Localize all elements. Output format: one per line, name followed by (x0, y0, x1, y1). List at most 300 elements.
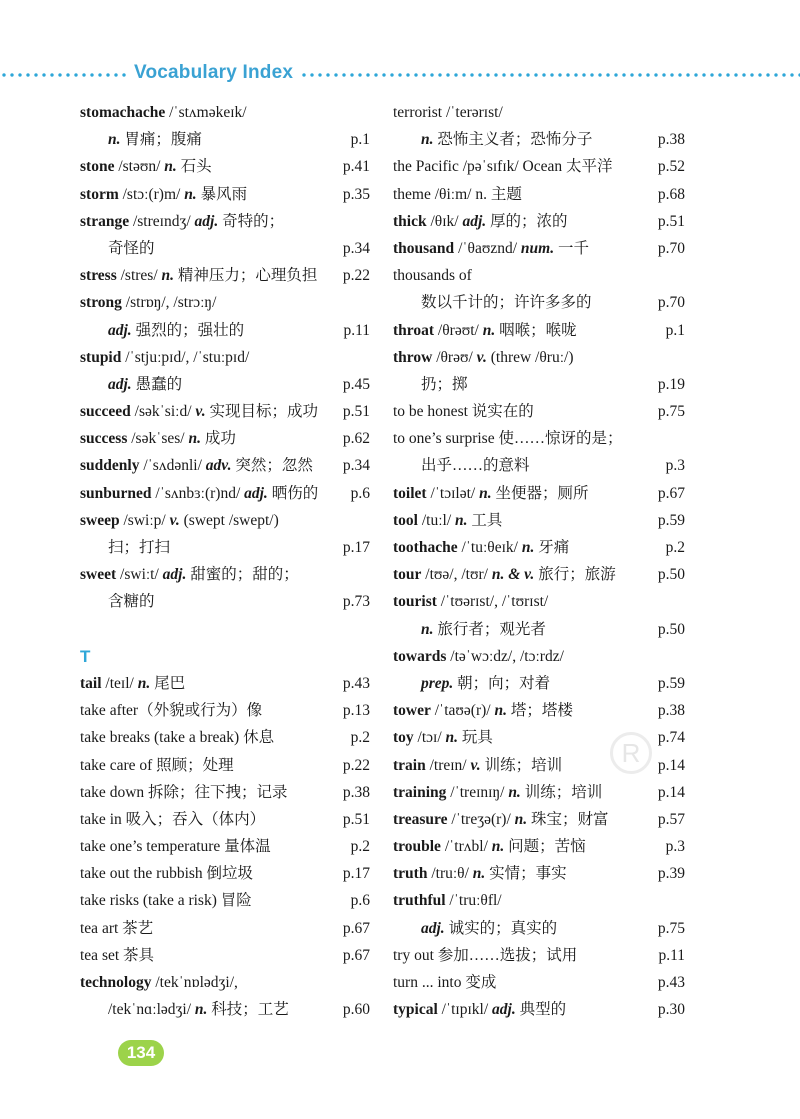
index-entry (393, 425, 685, 452)
part-of-speech: n. (494, 702, 507, 720)
entry-text (108, 588, 155, 615)
headword: toothache (393, 539, 458, 556)
page-reference: p.67 (342, 919, 370, 937)
index-entry (80, 99, 370, 126)
index-entry (80, 344, 370, 371)
gloss: 扫；打扫 (108, 539, 171, 556)
pronunciation: /teɪl/ (101, 674, 138, 692)
entry-text (80, 507, 279, 534)
entry-text (80, 942, 154, 969)
part-of-speech: n. (491, 838, 505, 856)
entry-text (80, 860, 253, 887)
entry-text (393, 235, 589, 262)
gloss: take care of 照顾；处理 (80, 756, 234, 774)
gloss: 一千 (554, 239, 589, 257)
part-of-speech: num. (520, 239, 555, 257)
page-reference: p.1 (665, 321, 685, 339)
gloss: take breaks (take a break) 休息 (80, 729, 275, 747)
entry-text (80, 833, 271, 860)
pronunciation: /θɪk/ (426, 212, 463, 230)
part-of-speech: n. (455, 511, 468, 529)
pronunciation: /ˈsʌdənli/ (139, 457, 206, 475)
gloss: 旅行者；观光者 (433, 620, 546, 638)
pronunciation: /swiːt/ (116, 566, 163, 584)
part-of-speech: n. (482, 321, 496, 339)
index-entry (393, 833, 685, 860)
index-entry (393, 99, 685, 126)
header-dotted-rule-left (0, 73, 128, 77)
gloss: 出乎……的意料 (421, 457, 530, 475)
part-of-speech: prep. (421, 674, 454, 692)
page-reference: p.13 (342, 702, 370, 720)
entry-text (80, 99, 247, 126)
page-reference: p.38 (657, 131, 685, 149)
page-reference: p.74 (657, 729, 685, 747)
page-reference: p.17 (342, 539, 370, 556)
gloss: tea set 茶具 (80, 946, 155, 964)
gloss: 强烈的；强壮的 (131, 321, 245, 339)
entry-text (80, 425, 236, 452)
headword: truthful (393, 892, 446, 910)
index-entry (393, 344, 685, 371)
index-entry (80, 942, 370, 969)
index-entry (80, 534, 370, 561)
index-entry (80, 289, 370, 316)
entry-text (393, 344, 573, 371)
headword: sweet (80, 566, 117, 584)
index-entry (80, 969, 370, 996)
entry-text (393, 860, 567, 887)
gloss: 数以千计的；许许多多的 (421, 294, 592, 312)
part-of-speech: n. (421, 131, 434, 149)
entry-text (393, 779, 602, 806)
headword: stomachache (80, 104, 166, 121)
part-of-speech: n. (479, 484, 492, 502)
registered-mark-watermark: R (610, 732, 652, 774)
gloss: 科技；工艺 (207, 1001, 289, 1019)
headword: toy (393, 729, 414, 747)
pronunciation: /ˈstʌməkeɪk/ (165, 104, 247, 121)
index-entry (393, 153, 685, 180)
headword: sunburned (80, 484, 152, 502)
gloss: take down 拆除；往下拽；记录 (80, 783, 288, 801)
entry-text (80, 752, 234, 779)
index-entry (80, 507, 370, 534)
gloss: take out the rubbish 倒垃圾 (80, 865, 254, 883)
page-reference: p.59 (657, 674, 685, 692)
part-of-speech: n. (514, 810, 528, 828)
gloss: 愚蠢的 (131, 375, 183, 393)
entry-text (108, 317, 244, 344)
gloss: 成功 (201, 430, 236, 448)
index-entry (80, 724, 370, 751)
gloss: 朝；向；对着 (453, 674, 551, 692)
pronunciation: /strɒŋ/, /strɔːŋ/ (121, 294, 217, 312)
pronunciation: /truːθ/ (427, 865, 473, 883)
pronunciation: /ˈtɪpɪkl/ (437, 1001, 493, 1019)
headword: treasure (393, 810, 448, 828)
page-reference: p.11 (658, 946, 685, 964)
headword: tower (393, 702, 431, 720)
page-reference: p.52 (657, 158, 685, 176)
pronunciation: /səkˈsiːd/ (130, 403, 196, 421)
headword: truth (393, 865, 428, 883)
entry-text (80, 724, 274, 751)
index-entry (393, 697, 685, 724)
index-entry (80, 670, 370, 697)
section-letter-label: T (80, 646, 91, 666)
gloss: 实情；事实 (485, 865, 567, 883)
part-of-speech: adv. (205, 457, 232, 475)
gloss: 诚实的；真实的 (444, 919, 558, 937)
pronunciation: /θrəʊt/ (434, 321, 483, 339)
gloss: terrorist /ˈterərɪst/ (393, 104, 503, 121)
headword: stress (80, 267, 117, 285)
part-of-speech: adj. (244, 484, 268, 502)
pronunciation: /tɔɪ/ (413, 729, 446, 747)
gloss: take in 吸入；吞入（体内） (80, 810, 266, 828)
page-reference: p.75 (657, 403, 685, 421)
index-entry (393, 371, 685, 398)
index-entry (80, 235, 370, 262)
entry-text (80, 262, 317, 289)
page-reference: p.57 (657, 810, 685, 828)
entry-text (393, 643, 564, 670)
entry-text (393, 480, 588, 507)
entry-text (80, 806, 265, 833)
page-reference: p.68 (657, 185, 685, 203)
index-entry (393, 969, 685, 996)
pronunciation: /ˈθaʊznd/ (454, 239, 521, 257)
gloss: turn ... into 变成 (393, 974, 497, 991)
page-reference: p.3 (665, 838, 685, 856)
headword: strong (80, 294, 122, 312)
headword: success (80, 430, 128, 448)
headword: tool (393, 511, 418, 529)
gloss: 扔；掷 (421, 375, 468, 393)
index-entry (393, 398, 685, 425)
gloss: 精神压力；心理负担 (174, 267, 318, 285)
pronunciation: /treɪn/ (425, 756, 471, 774)
part-of-speech: n. (472, 865, 486, 883)
headword: technology (80, 974, 152, 991)
headword: throat (393, 321, 435, 339)
entry-text (80, 452, 313, 479)
part-of-speech: adj. (462, 212, 487, 230)
gloss: (swept /swept/) (179, 511, 279, 529)
gloss: take after（外貌或行为）像 (80, 702, 263, 720)
gloss: (threw /θruː/) (486, 348, 574, 366)
gloss: to be honest 说实在的 (393, 403, 534, 421)
headword: tour (393, 566, 422, 584)
index-entry (393, 942, 685, 969)
index-entry (80, 779, 370, 806)
page-reference: p.67 (342, 946, 370, 964)
pronunciation: /tekˈnɑːlədʒi/ (108, 1001, 195, 1019)
entry-text (421, 289, 592, 316)
pronunciation: /tuːl/ (417, 511, 456, 529)
gloss: 实现目标；成功 (205, 403, 318, 421)
page-reference: p.75 (657, 919, 685, 937)
page-reference: p.70 (657, 239, 685, 257)
part-of-speech: n. (137, 674, 151, 692)
index-entry (393, 806, 685, 833)
entry-text (393, 942, 577, 969)
part-of-speech: n. (188, 430, 201, 448)
page-reference: p.67 (657, 484, 685, 502)
gloss: 训练；培训 (480, 756, 563, 774)
entry-text (393, 833, 586, 860)
index-entry (393, 779, 685, 806)
page-reference: p.2 (665, 539, 685, 556)
entry-text (80, 969, 238, 996)
gloss: 问题；苦恼 (504, 838, 586, 856)
page-reference: p.43 (657, 974, 685, 991)
index-entry (80, 752, 370, 779)
index-entry (80, 915, 370, 942)
entry-text (393, 153, 613, 180)
part-of-speech: n. (508, 783, 521, 801)
entry-text (421, 915, 557, 942)
index-entry (80, 833, 370, 860)
entry-text (393, 752, 562, 779)
page-reference: p.30 (657, 1001, 685, 1019)
pronunciation: /stɔː(r)m/ (118, 185, 185, 203)
page-reference: p.34 (342, 457, 370, 475)
gloss: 石头 (176, 158, 212, 176)
part-of-speech: adj. (194, 212, 219, 230)
entry-text (393, 996, 566, 1023)
headword: train (393, 756, 426, 774)
page-reference: p.51 (342, 403, 370, 421)
entry-text (393, 425, 622, 452)
page-reference: p.39 (657, 865, 685, 883)
entry-text (108, 534, 170, 561)
gloss: 暴风雨 (196, 185, 248, 203)
headword: towards (393, 647, 447, 665)
part-of-speech: v. (476, 348, 487, 366)
entry-text (393, 208, 568, 235)
index-entry (80, 126, 370, 153)
entry-text (393, 317, 577, 344)
pronunciation: /ˈtreɪnɪŋ/ (446, 783, 509, 801)
index-entry (393, 452, 685, 479)
gloss: thousands of (393, 267, 472, 285)
page-number-badge: 134 (118, 1040, 164, 1066)
pronunciation: /ˈtɔɪlət/ (426, 484, 480, 502)
part-of-speech: n. (194, 1001, 208, 1019)
entry-text (80, 208, 284, 235)
gloss: 珠宝；财富 (527, 810, 609, 828)
pronunciation: /ˈstjuːpɪd/, /ˈstuːpɪd/ (121, 348, 250, 366)
index-entry (80, 398, 370, 425)
pronunciation: /təˈwɔːdz/, /tɔːrdz/ (446, 647, 564, 665)
index-entry (393, 915, 685, 942)
page-reference: p.6 (350, 892, 370, 910)
entry-text (421, 452, 530, 479)
gloss: 甜蜜的；甜的； (186, 566, 299, 584)
gloss: 旅行；旅游 (534, 566, 616, 584)
index-entry (393, 996, 685, 1023)
entry-text (80, 643, 90, 671)
part-of-speech: n. (421, 620, 434, 638)
page-reference: p.51 (342, 810, 370, 828)
gloss: 塔；塔楼 (506, 702, 573, 720)
gloss: 工具 (467, 511, 503, 529)
entry-text (393, 507, 502, 534)
page-reference: p.38 (657, 702, 685, 720)
headword: trouble (393, 838, 441, 856)
gloss: 训练；培训 (520, 783, 603, 801)
page-header (0, 62, 800, 88)
pronunciation: /ˈtʊərɪst/, /ˈtʊrɪst/ (436, 593, 549, 611)
pronunciation: /səkˈses/ (127, 430, 189, 448)
page-reference: p.45 (342, 375, 370, 393)
page-reference: p.3 (665, 457, 685, 475)
pronunciation: /stəʊn/ (114, 158, 165, 176)
index-entry (393, 289, 685, 316)
page-reference: p.22 (342, 756, 370, 774)
gloss: 厚的；浓的 (486, 212, 568, 230)
index-entry (393, 670, 685, 697)
gloss: 尾巴 (150, 674, 186, 692)
headword: thick (393, 212, 427, 230)
entry-text (393, 561, 616, 588)
headword: strange (80, 212, 130, 230)
page-reference: p.50 (657, 620, 685, 638)
headword: suddenly (80, 457, 140, 475)
index-entry (393, 126, 685, 153)
index-entry (80, 262, 370, 289)
headword: toilet (393, 484, 427, 502)
header-dotted-rule-right (300, 73, 800, 77)
page-reference: p.38 (342, 783, 370, 801)
entry-text (80, 398, 318, 425)
gloss: 奇特的； (218, 212, 285, 230)
pronunciation: /ˈsʌnbɜː(r)nd/ (151, 484, 245, 502)
index-entry (80, 588, 370, 615)
gloss: 咽喉；喉咙 (495, 321, 577, 339)
index-entry (80, 371, 370, 398)
headword: sweep (80, 511, 120, 529)
index-entry (393, 480, 685, 507)
headword: storm (80, 185, 119, 203)
page-reference: p.6 (350, 484, 370, 502)
part-of-speech: n. (184, 185, 197, 203)
page-reference: p.14 (657, 783, 685, 801)
page-reference: p.50 (657, 566, 685, 584)
index-entry (393, 262, 685, 289)
part-of-speech: n. (164, 158, 177, 176)
pronunciation: /swiːp/ (119, 511, 170, 529)
gloss: 牙痛 (534, 539, 570, 556)
index-entry (393, 208, 685, 235)
entry-text (421, 126, 592, 153)
entry-text (80, 697, 262, 724)
index-entry (80, 208, 370, 235)
index-entry (393, 181, 685, 208)
page-reference: p.60 (342, 1001, 370, 1019)
entry-text (108, 126, 202, 153)
page-reference: p.35 (342, 185, 370, 203)
entry-text (393, 181, 522, 208)
entry-text (80, 779, 288, 806)
entry-text (421, 670, 550, 697)
headword: throw (393, 348, 433, 366)
part-of-speech: n. (108, 131, 121, 149)
entry-text (108, 235, 155, 262)
gloss: theme /θiːm/ n. 主题 (393, 185, 522, 203)
index-entry (80, 806, 370, 833)
pronunciation: /θrəʊ/ (432, 348, 477, 366)
index-entry (80, 153, 370, 180)
part-of-speech: v. (169, 511, 180, 529)
index-entry (80, 887, 370, 914)
right-column (393, 99, 685, 1023)
part-of-speech: adj. (108, 375, 132, 393)
index-entry (393, 561, 685, 588)
headword: tail (80, 674, 102, 692)
entry-text (393, 99, 503, 126)
gloss: try out 参加……选拔；试用 (393, 946, 578, 964)
page-reference: p.17 (342, 865, 370, 883)
entry-text (108, 996, 289, 1023)
gloss: 奇怪的 (108, 239, 155, 257)
entry-text (421, 371, 468, 398)
section-letter (80, 643, 370, 670)
gloss: 晒伤的 (267, 484, 319, 502)
pronunciation: /ˈtaʊə(r)/ (430, 702, 495, 720)
entry-text (80, 561, 299, 588)
index-entry (80, 480, 370, 507)
page-reference: p.11 (343, 321, 370, 339)
entry-text (80, 153, 212, 180)
gloss: take one’s temperature 量体温 (80, 838, 271, 856)
entry-text (393, 724, 493, 751)
page-reference: p.70 (657, 294, 685, 312)
part-of-speech: n. (161, 267, 175, 285)
entry-text (80, 181, 247, 208)
pronunciation: /ˈtreʒə(r)/ (447, 810, 515, 828)
index-entry (80, 561, 370, 588)
pronunciation: /streɪndʒ/ (129, 212, 195, 230)
pronunciation: /stres/ (116, 267, 162, 285)
entry-text (80, 915, 153, 942)
index-entry (393, 616, 685, 643)
index-entry (80, 452, 370, 479)
part-of-speech: n. (445, 729, 459, 747)
headword: tourist (393, 593, 437, 611)
entry-text (80, 344, 249, 371)
part-of-speech: n. (521, 539, 535, 556)
page-reference: p.2 (350, 838, 370, 856)
page-reference: p.73 (342, 593, 370, 611)
headword: typical (393, 1001, 438, 1019)
entry-text (393, 588, 548, 615)
index-entry (393, 534, 685, 561)
entry-text (80, 480, 318, 507)
entry-text (393, 262, 472, 289)
page-reference: p.62 (342, 430, 370, 448)
part-of-speech: v. (470, 756, 481, 774)
part-of-speech: v. (195, 403, 206, 421)
section-gap (80, 616, 370, 643)
gloss: to one’s surprise 使……惊讶的是； (393, 430, 623, 448)
index-entry (80, 697, 370, 724)
page-reference: p.22 (342, 267, 370, 285)
headword: succeed (80, 403, 131, 421)
headword: stone (80, 158, 115, 176)
